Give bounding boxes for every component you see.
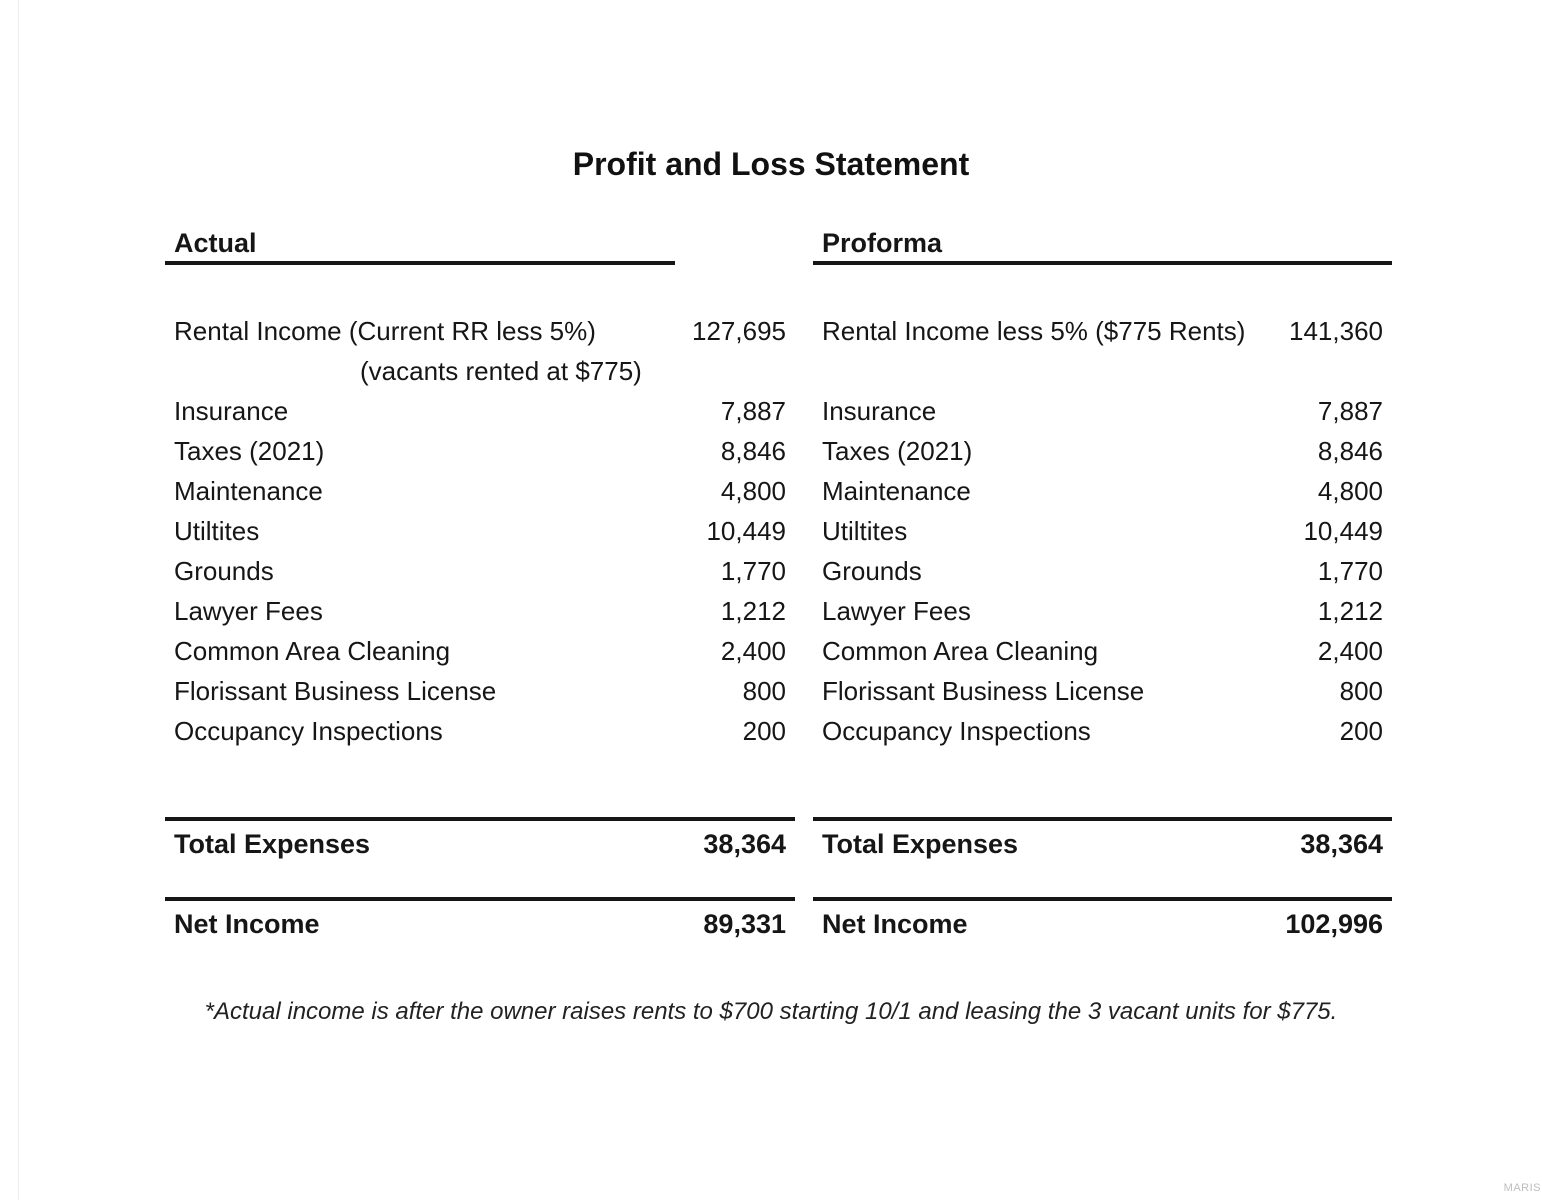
expense-row <box>165 671 795 711</box>
net-income-value: 89,331 <box>703 908 786 939</box>
expense-value: 800 <box>1339 675 1383 706</box>
expense-label: Utiltites <box>174 515 260 546</box>
expense-value: 1,770 <box>720 555 786 586</box>
total-expenses-row <box>165 821 795 867</box>
expense-row <box>813 431 1392 471</box>
expense-value: 8,846 <box>720 435 786 466</box>
expense-row <box>813 591 1392 631</box>
proforma-income-block <box>813 311 1392 391</box>
net-income-row <box>813 901 1392 947</box>
actual-income-label: Rental Income (Current RR less 5%) <box>174 315 596 346</box>
net-income-row <box>165 901 795 947</box>
expense-value: 2,400 <box>720 635 786 666</box>
expense-row <box>165 511 795 551</box>
total-expenses-label: Total Expenses <box>822 828 1019 859</box>
proforma-income-label: Rental Income less 5% ($775 Rents) <box>822 315 1246 346</box>
expense-label: Common Area Cleaning <box>822 635 1099 666</box>
total-expenses-label: Total Expenses <box>174 828 371 859</box>
expense-row <box>813 391 1392 431</box>
expense-label: Grounds <box>822 555 922 586</box>
expense-row <box>813 551 1392 591</box>
actual-header: Actual <box>165 228 675 265</box>
actual-section <box>165 228 795 947</box>
expense-value: 200 <box>742 715 786 746</box>
proforma-section <box>813 228 1392 947</box>
expense-label: Maintenance <box>174 475 323 506</box>
expense-row <box>165 471 795 511</box>
expense-label: Grounds <box>174 555 274 586</box>
proforma-income-row <box>813 311 1392 351</box>
expense-row <box>813 631 1392 671</box>
expense-row <box>813 511 1392 551</box>
expense-value: 4,800 <box>1317 475 1383 506</box>
expense-value: 1,770 <box>1317 555 1383 586</box>
proforma-income-value: 141,360 <box>1289 315 1383 346</box>
expense-row <box>813 471 1392 511</box>
proforma-total-expenses-block <box>813 817 1392 867</box>
expense-label: Common Area Cleaning <box>174 635 451 666</box>
expense-value: 10,449 <box>1303 515 1383 546</box>
expense-label: Lawyer Fees <box>174 595 323 626</box>
actual-expense-list <box>165 391 795 751</box>
expense-label: Taxes (2021) <box>174 435 325 466</box>
expense-label: Florissant Business License <box>174 675 497 706</box>
expense-row <box>813 671 1392 711</box>
expense-label: Insurance <box>174 395 289 426</box>
expense-row <box>165 631 795 671</box>
expense-row <box>165 551 795 591</box>
expense-row <box>165 711 795 751</box>
expense-value: 200 <box>1339 715 1383 746</box>
expense-label: Utiltites <box>822 515 908 546</box>
expense-label: Lawyer Fees <box>822 595 971 626</box>
expense-label: Florissant Business License <box>822 675 1145 706</box>
expense-row <box>165 391 795 431</box>
net-income-value: 102,996 <box>1285 908 1383 939</box>
actual-income-row <box>165 311 795 351</box>
total-expenses-row <box>813 821 1392 867</box>
proforma-expense-list <box>813 391 1392 751</box>
actual-income-value: 127,695 <box>692 315 786 346</box>
actual-net-income-block <box>165 897 795 947</box>
expense-label: Insurance <box>822 395 937 426</box>
net-income-label: Net Income <box>822 908 968 939</box>
expense-row <box>165 431 795 471</box>
expense-row <box>165 591 795 631</box>
proforma-net-income-block <box>813 897 1392 947</box>
actual-income-block <box>165 311 795 391</box>
expense-value: 7,887 <box>720 395 786 426</box>
net-income-label: Net Income <box>174 908 320 939</box>
expense-value: 2,400 <box>1317 635 1383 666</box>
expense-value: 10,449 <box>706 515 786 546</box>
expense-label: Maintenance <box>822 475 971 506</box>
expense-label: Occupancy Inspections <box>174 715 443 746</box>
document-title: Profit and Loss Statement <box>572 146 970 182</box>
expense-value: 1,212 <box>1317 595 1383 626</box>
expense-value: 1,212 <box>720 595 786 626</box>
actual-total-expenses-block <box>165 817 795 867</box>
expense-label: Taxes (2021) <box>822 435 973 466</box>
total-expenses-value: 38,364 <box>703 828 786 859</box>
total-expenses-value: 38,364 <box>1300 828 1383 859</box>
expense-value: 800 <box>742 675 786 706</box>
expense-label: Occupancy Inspections <box>822 715 1091 746</box>
expense-row <box>813 711 1392 751</box>
maris-watermark: MARIS <box>1503 1182 1541 1194</box>
expense-value: 4,800 <box>720 475 786 506</box>
actual-income-note: (vacants rented at $775) <box>360 355 642 386</box>
footnote: *Actual income is after the owner raises rents to $700 starting 10/1 and leasing the 3 vacant units for $775. <box>204 998 1338 1025</box>
proforma-header: Proforma <box>813 228 1392 265</box>
expense-value: 7,887 <box>1317 395 1383 426</box>
expense-value: 8,846 <box>1317 435 1383 466</box>
